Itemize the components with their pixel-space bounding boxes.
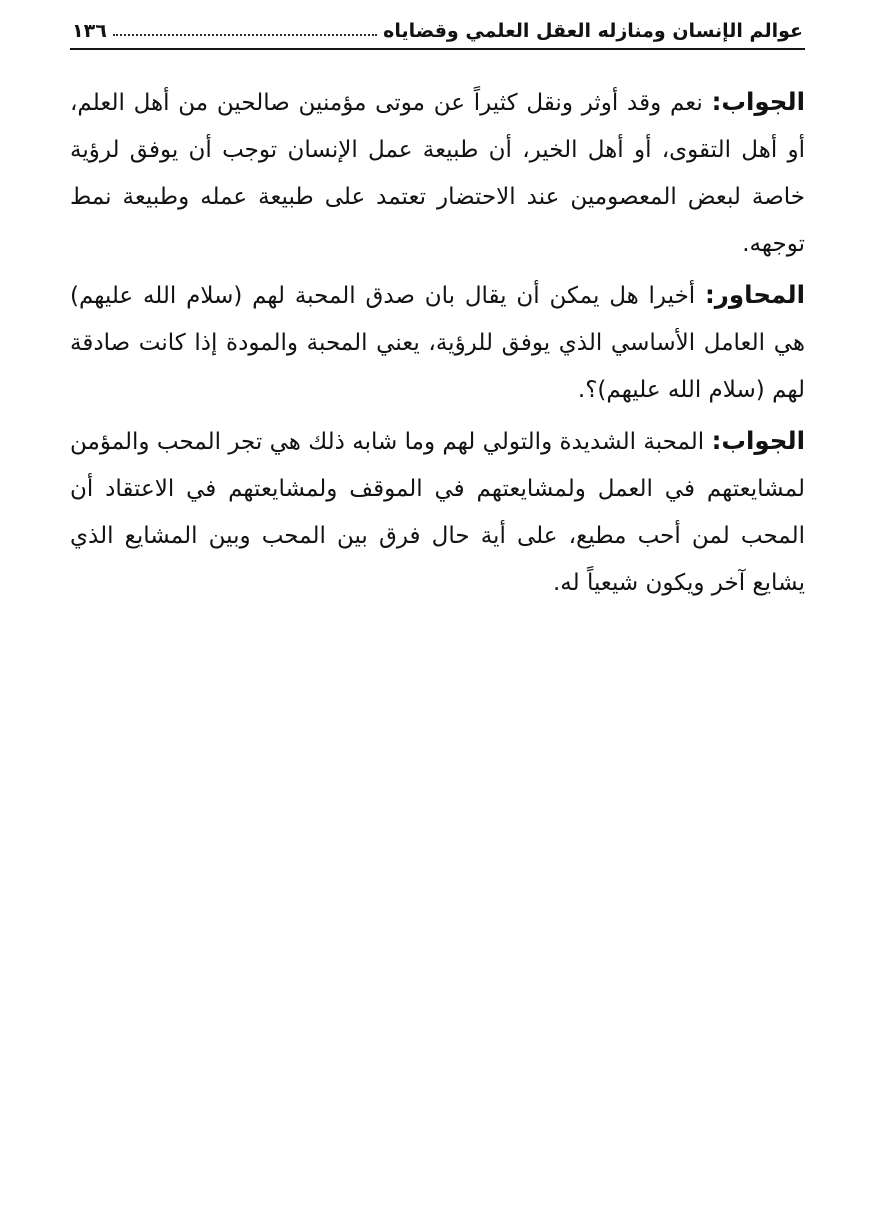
running-title: عوالم الإنسان ومنازله العقل العلمي وقضاياه: [383, 20, 803, 42]
dotted-leader: [113, 34, 377, 36]
header-rule: [70, 48, 805, 50]
paragraph-text: المحبة الشديدة والتولي لهم وما شابه ذلك هي تجر المحب والمؤمن لمشايعتهم في العمل ولمشايعتهم في الموقف ولمشايعتهم في الاعتقاد أن المحب لمن أحب مطيع، على أية حال فرق بين المحب وبين المشايع الذي يشايع آخر ويكون شيعياً له.: [70, 429, 805, 596]
page-number: ١٣٦: [72, 20, 107, 42]
paragraph-interviewer: [70, 271, 805, 414]
interviewer-label: المحاور:: [705, 280, 806, 309]
page-header: [70, 16, 805, 48]
paragraph-text: نعم وقد أوثر ونقل كثيراً عن موتى مؤمنين صالحين من أهل العلم، أو أهل التقوى، أو أهل الخير، أن طبيعة عمل الإنسان توجب أن يوفق لرؤية خاصة لبعض المعصومين عند الاحتضار تعتمد على طبيعة عمله وطبيعة نمط توجهه.: [70, 90, 805, 257]
paragraph-answer-2: [70, 417, 805, 607]
paragraph-answer-1: [70, 78, 805, 268]
answer-label: الجواب:: [711, 87, 805, 116]
body-text: [70, 78, 805, 607]
answer-label: الجواب:: [711, 426, 805, 455]
paragraph-text: أخيرا هل يمكن أن يقال بان صدق المحبة لهم (سلام الله عليهم) هي العامل الأساسي الذي يوفق للرؤية، يعني المحبة والمودة إذا كانت صادقة لهم (سلام الله عليهم)؟.: [70, 283, 805, 403]
